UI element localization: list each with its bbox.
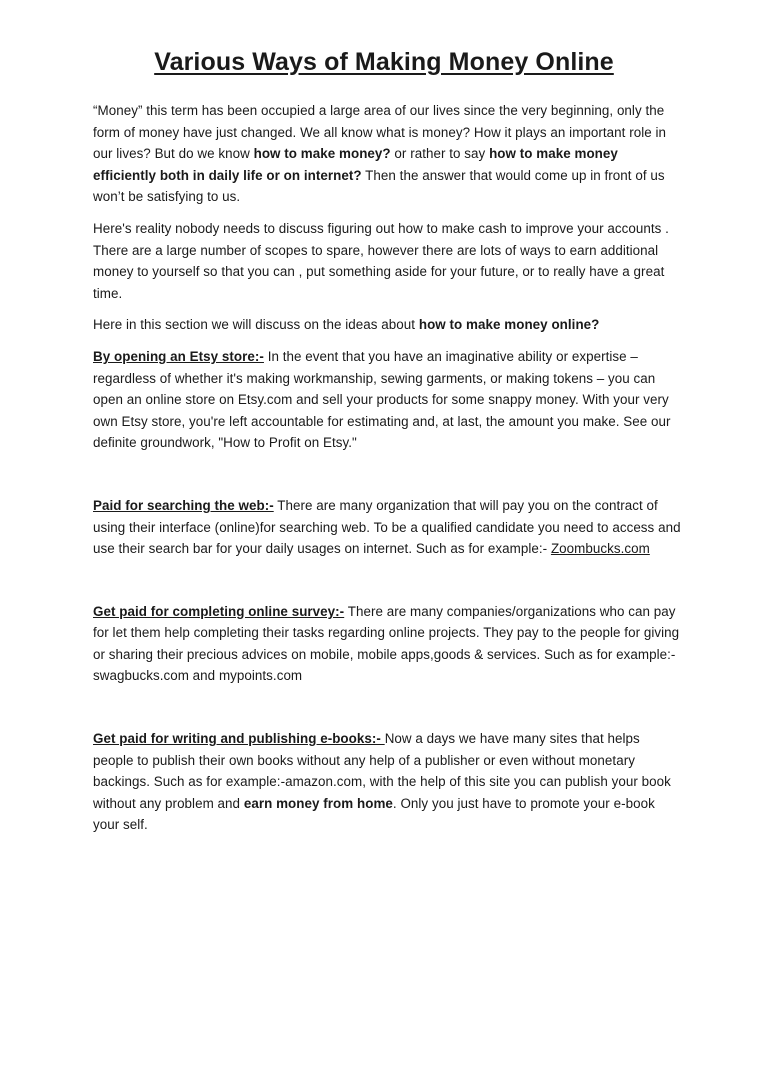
- ebooks-text-1: Now a days we have many sites that helps people to publish their own books without any help of a publisher or even without monetary backings. Such as for example:-amazon.com, with the help of this site you can publish your book without any problem and: [93, 731, 671, 811]
- intro-text-2: or rather to say: [390, 146, 490, 162]
- ebooks-bold: earn money from home: [243, 795, 393, 811]
- intro-bold-2: how to make money efficiently both in daily life or on internet?: [93, 146, 618, 183]
- ebooks-heading: Get paid for writing and publishing e-books:-: [93, 731, 385, 747]
- intro-text-1: “Money” this term has been occupied a large area of our lives since the very beginning, only the form of money have just changed. We all know what is money? How it plays an important role in our lives? But do we know: [93, 103, 667, 162]
- survey-text: There are many companies/organizations who can pay for let them help completing their tasks regarding online projects. They pay to the people for giving or sharing their precious advices on mobile, mobile apps,goods & services. Such as for example:- swagbucks.com and mypoints.com: [93, 603, 680, 684]
- zoombucks-link[interactable]: Zoombucks.com: [550, 541, 650, 557]
- page-title: Various Ways of Making Money Online: [154, 48, 614, 76]
- search-paragraph: [93, 495, 683, 560]
- survey-paragraph: [93, 601, 683, 687]
- search-heading: Paid for searching the web:-: [93, 497, 274, 513]
- etsy-paragraph: [93, 346, 683, 454]
- survey-heading: Get paid for completing online survey:-: [93, 603, 345, 619]
- ebooks-text-2: . Only you just have to promote your e-book your self.: [93, 795, 655, 833]
- intro-text-3: Then the answer that would come up in front of us won’t be satisfying to us.: [93, 167, 665, 205]
- reality-paragraph: Here's reality nobody needs to discuss figuring out how to make cash to improve your accounts . There are a large number of scopes to spare, however there are lots of ways to earn additional money to yourself so that you can , put something aside for your future, or to really have a great time.: [93, 220, 669, 301]
- ebooks-paragraph: [93, 728, 683, 836]
- intro-paragraph: [93, 100, 683, 208]
- section-intro-text: Here in this section we will discuss on the ideas about: [93, 317, 419, 333]
- etsy-heading: By opening an Etsy store:-: [93, 348, 264, 364]
- etsy-text: In the event that you have an imaginative ability or expertise – regardless of whether it's making workmanship, sewing garments, or making tokens – you can open an online store on Etsy.com and sell your products for some snappy money. With your very own Etsy store, you're left accountable for estimating and, at last, the amount you make. See our definite groundwork, "How to Profit on Etsy.": [93, 348, 671, 451]
- intro-bold-1: how to make money?: [253, 146, 391, 162]
- section-intro-bold: how to make money online?: [418, 317, 600, 333]
- search-text: There are many organization that will pay you on the contract of using their interface (online)for searching web. To be a qualified candidate you need to access and use their search bar for your daily usages on internet. Such as for example:-: [93, 497, 681, 557]
- document-body: [93, 100, 683, 836]
- section-intro-paragraph: [93, 314, 683, 336]
